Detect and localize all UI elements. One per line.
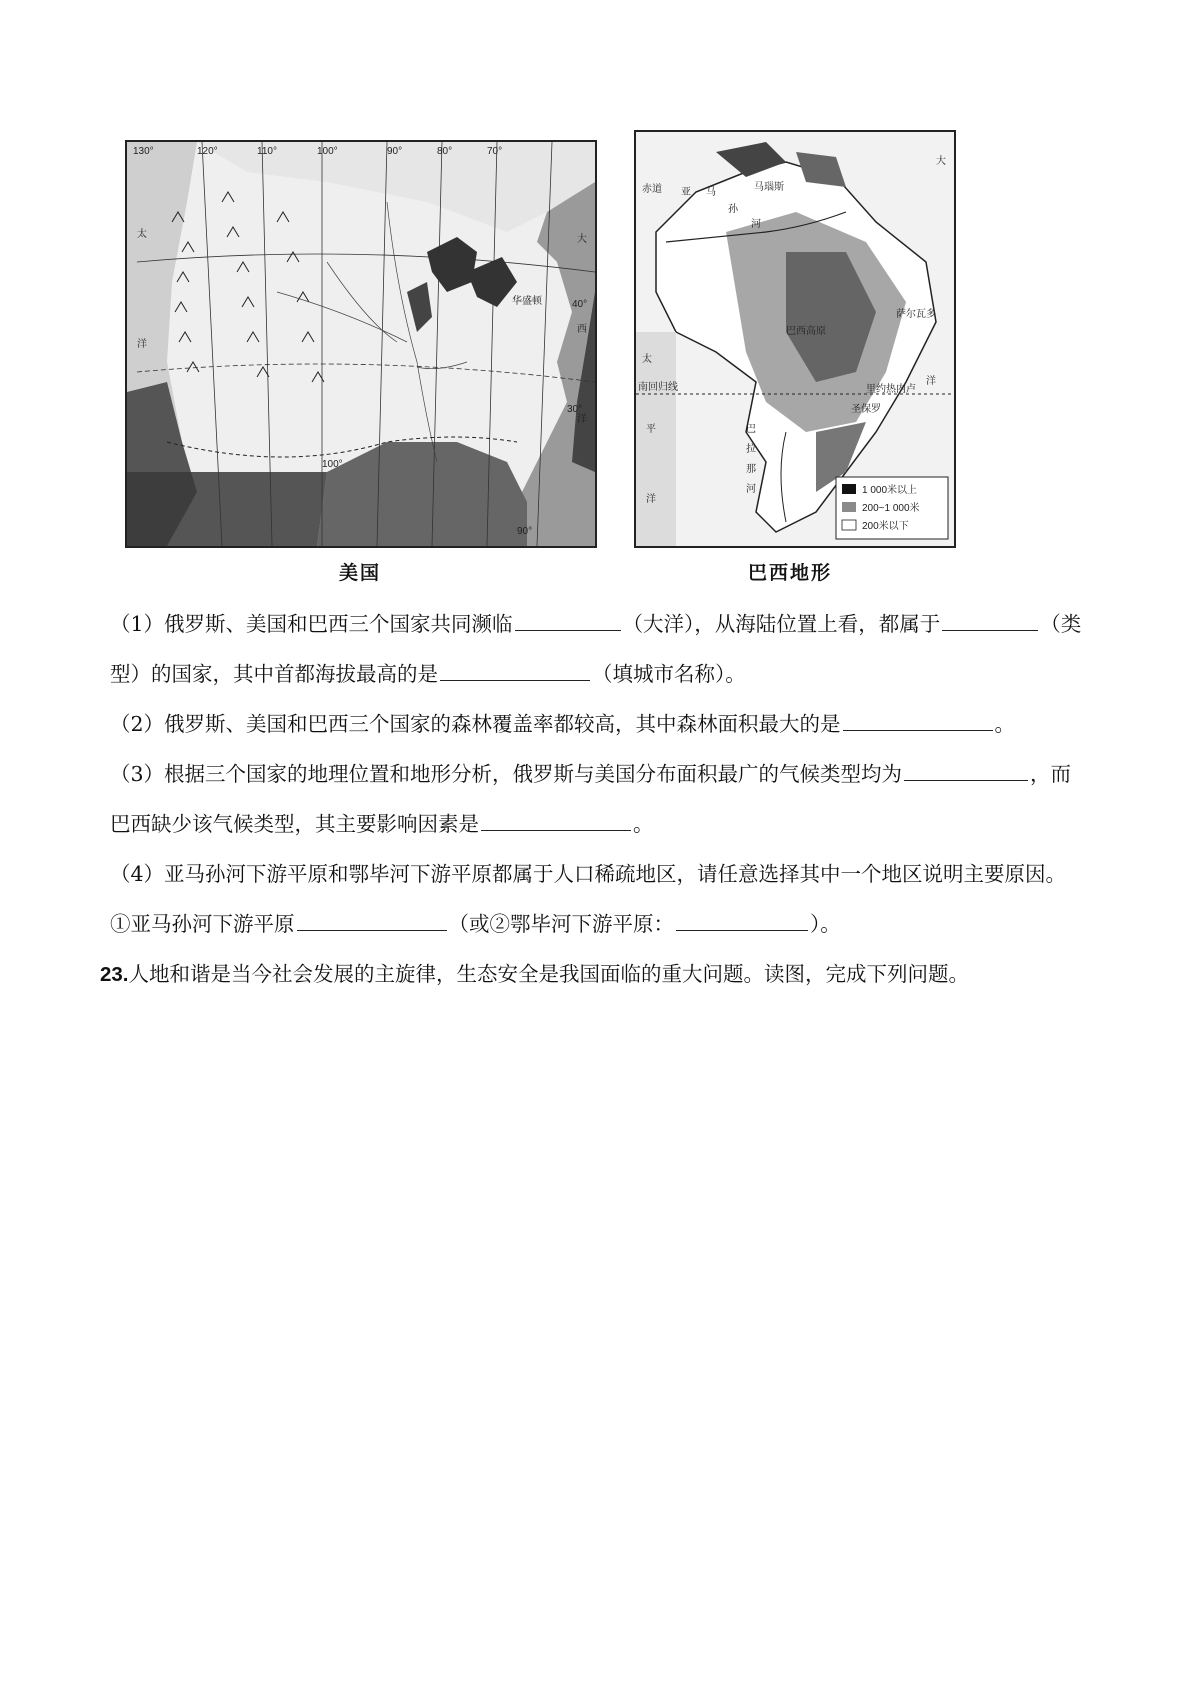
q1-text-d: 型）的国家，其中首都海拔最高的是 bbox=[110, 662, 438, 686]
q4-text-b: ①亚马孙河下游平原 bbox=[110, 912, 295, 936]
q1-blank-ocean[interactable] bbox=[515, 612, 621, 631]
question-3-line-1 bbox=[110, 762, 1071, 786]
q1-text-e: （填城市名称）。 bbox=[592, 662, 746, 686]
usa-map bbox=[125, 140, 597, 548]
question-2-line bbox=[110, 712, 1015, 736]
q3-blank-factor[interactable] bbox=[481, 812, 631, 831]
q1-text-b: （大洋），从海陆位置上看，都属于 bbox=[622, 612, 941, 636]
q3-text-b: ，而 bbox=[1030, 762, 1072, 786]
legend-item-high: 1 000米以上 bbox=[862, 485, 918, 496]
q1-text-a: （1）俄罗斯、美国和巴西三个国家共同濒临 bbox=[110, 612, 513, 636]
q3-text-d: 。 bbox=[633, 812, 654, 836]
brazil-label: 河 bbox=[751, 219, 761, 230]
q4-text-a: （4）亚马孙河下游平原和鄂毕河下游平原都属于人口稀疏地区，请任意选择其中一个地区说明主要原因。 bbox=[110, 862, 1067, 886]
question-3-line-2 bbox=[110, 812, 654, 836]
usa-lon-label: 80° bbox=[437, 146, 453, 157]
brazil-city-label: 马瑙斯 bbox=[754, 182, 784, 193]
question-4-line-2 bbox=[110, 912, 841, 936]
usa-ocean-label: 洋 bbox=[137, 339, 147, 350]
brazil-map-drawing bbox=[636, 132, 954, 546]
usa-lat-label: 40° bbox=[572, 299, 588, 310]
brazil-label: 马 bbox=[706, 187, 716, 198]
q2-text-b: 。 bbox=[994, 712, 1016, 736]
question-1-line-1 bbox=[110, 612, 1081, 636]
brazil-label: 太 bbox=[642, 354, 652, 365]
q4-text-d: ）。 bbox=[810, 912, 841, 936]
usa-ocean-label: 洋 bbox=[577, 414, 587, 425]
brazil-label: 赤道 bbox=[642, 184, 662, 195]
brazil-label: 那 bbox=[746, 464, 756, 475]
brazil-city-label: 萨尔瓦多 bbox=[896, 309, 936, 320]
brazil-city-label: 圣保罗 bbox=[851, 404, 881, 415]
brazil-label: 巴 bbox=[746, 424, 756, 435]
usa-ocean-label: 西 bbox=[577, 324, 587, 335]
usa-lon-label: 110° bbox=[257, 146, 277, 157]
q1-blank-type[interactable] bbox=[942, 612, 1038, 631]
q3-text-c: 巴西缺少该气候类型，其主要影响因素是 bbox=[110, 812, 479, 836]
q2-blank-forest[interactable] bbox=[843, 712, 993, 731]
brazil-label: 南回归线 bbox=[638, 382, 678, 393]
usa-lon-label: 90° bbox=[517, 526, 533, 537]
q23-text: 人地和谐是当今社会发展的主旋律，生态安全是我国面临的重大问题。读图，完成下列问题。 bbox=[128, 962, 969, 986]
legend-item-mid: 200~1 000米 bbox=[862, 503, 920, 514]
brazil-label: 洋 bbox=[926, 376, 936, 387]
brazil-label: 平 bbox=[646, 424, 656, 435]
brazil-label: 河 bbox=[746, 484, 756, 495]
usa-map-drawing bbox=[127, 142, 595, 546]
q2-text-a: （2）俄罗斯、美国和巴西三个国家的森林覆盖率都较高，其中森林面积最大的是 bbox=[110, 712, 841, 736]
usa-ocean-label: 太 bbox=[137, 229, 147, 240]
brazil-legend bbox=[836, 477, 948, 539]
q23-number: 23. bbox=[100, 963, 129, 986]
usa-lon-label: 100° bbox=[317, 146, 338, 157]
question-23-line bbox=[100, 962, 969, 987]
brazil-label: 拉 bbox=[746, 444, 756, 455]
usa-lon-label: 90° bbox=[387, 146, 403, 157]
brazil-label: 亚 bbox=[681, 187, 691, 198]
question-4-line-1 bbox=[110, 862, 1066, 886]
brazil-label: 孙 bbox=[728, 204, 738, 215]
q4-blank-amazon[interactable] bbox=[297, 912, 447, 931]
q1-blank-capital[interactable] bbox=[440, 662, 590, 681]
legend-item-low: 200米以下 bbox=[862, 521, 909, 532]
q4-blank-ob[interactable] bbox=[676, 912, 808, 931]
usa-ocean-label: 大 bbox=[577, 234, 587, 245]
q3-text-a: （3）根据三个国家的地理位置和地形分析，俄罗斯与美国分布面积最广的气候类型均为 bbox=[110, 762, 903, 786]
usa-lon-label: 100° bbox=[322, 459, 343, 470]
q1-text-c: （类 bbox=[1040, 612, 1082, 636]
q4-text-c: （或②鄂毕河下游平原： bbox=[448, 912, 674, 936]
brazil-city-label: 里约热内卢 bbox=[866, 384, 916, 395]
brazil-map-caption: 巴西地形 bbox=[747, 562, 832, 584]
brazil-label: 洋 bbox=[646, 494, 656, 505]
brazil-label: 大 bbox=[936, 156, 946, 167]
question-1-line-2 bbox=[110, 662, 746, 686]
brazil-map bbox=[634, 130, 956, 548]
usa-lon-label: 130° bbox=[133, 146, 154, 157]
q3-blank-climate[interactable] bbox=[904, 762, 1028, 781]
usa-map-caption: 美国 bbox=[338, 562, 381, 584]
brazil-plateau-label: 巴西高原 bbox=[786, 326, 826, 337]
usa-lat-label: 30° bbox=[567, 404, 583, 415]
usa-lon-label: 120° bbox=[197, 146, 218, 157]
usa-lon-label: 70° bbox=[487, 146, 503, 157]
usa-city-label: 华盛顿 bbox=[512, 296, 542, 307]
